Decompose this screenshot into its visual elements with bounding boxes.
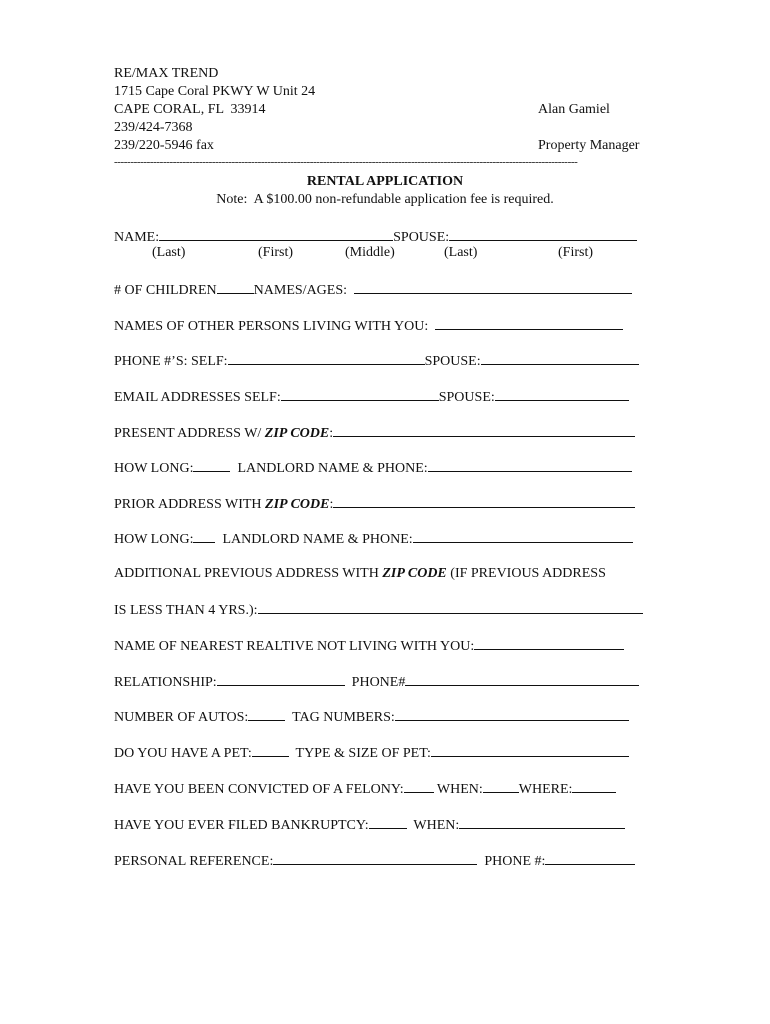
manager-title: Property Manager: [538, 138, 640, 153]
less-than-label: IS LESS THAN 4 YRS.):: [114, 603, 258, 618]
company-name: RE/MAX TREND: [114, 66, 219, 81]
spouse-sublabel-first: (First): [558, 245, 593, 260]
other-persons-row: [114, 316, 656, 336]
name-label: NAME:: [114, 230, 160, 245]
pet-type-field[interactable]: [431, 743, 629, 757]
present-address-row: [114, 423, 656, 443]
other-persons-field[interactable]: [435, 316, 623, 330]
email-self-field[interactable]: [281, 387, 439, 401]
name-sublabel-first: (First): [258, 245, 293, 260]
tag-label: TAG NUMBERS:: [285, 710, 395, 725]
additional-address-tail: (IF PREVIOUS ADDRESS: [446, 566, 606, 581]
children-count-field[interactable]: [217, 280, 254, 294]
present-address-label: PRESENT ADDRESS W/: [114, 426, 265, 441]
how-long2-row: [114, 529, 656, 549]
bankruptcy-field[interactable]: [369, 815, 407, 829]
fee-note: Note: A $100.00 non-refundable application fee is required.: [216, 192, 554, 207]
prior-zip-label: ZIP CODE: [265, 497, 330, 512]
email-spouse-field[interactable]: [495, 387, 629, 401]
bankruptcy-when-field[interactable]: [459, 815, 625, 829]
name-field[interactable]: [159, 227, 393, 241]
relationship-label: RELATIONSHIP:: [114, 675, 217, 690]
phone-spouse-field[interactable]: [481, 351, 639, 365]
children-label: # OF CHILDREN: [114, 283, 217, 298]
bankruptcy-row: [114, 815, 656, 835]
landlord2-label: LANDLORD NAME & PHONE:: [215, 532, 413, 547]
relationship-row: [114, 672, 656, 692]
pet-type-label: TYPE & SIZE OF PET:: [288, 746, 431, 761]
how-long-row: [114, 458, 656, 478]
pet-row: [114, 743, 656, 763]
relationship-phone-field[interactable]: [405, 672, 639, 686]
present-zip-label: ZIP CODE: [264, 426, 330, 441]
felony-field[interactable]: [404, 779, 434, 793]
spouse-sublabel-last: (Last): [444, 245, 478, 260]
company-city: CAPE CORAL, FL 33914: [114, 102, 266, 117]
additional-zip-label: ZIP CODE: [382, 566, 447, 581]
relationship-field[interactable]: [217, 672, 345, 686]
reference-phone-field[interactable]: [545, 851, 635, 865]
phone-row: [114, 351, 656, 371]
reference-field[interactable]: [273, 851, 477, 865]
autos-field[interactable]: [248, 707, 285, 721]
felony-where-label: WHERE:: [518, 782, 573, 797]
other-persons-label: NAMES OF OTHER PERSONS LIVING WITH YOU:: [114, 319, 436, 334]
prior-address-label: PRIOR ADDRESS WITH: [114, 497, 266, 512]
less-than-row: [114, 600, 656, 620]
additional-address-row: [114, 565, 656, 583]
phone-self-label: PHONE #’S: SELF:: [114, 354, 228, 369]
autos-label: NUMBER OF AUTOS:: [114, 710, 249, 725]
bankruptcy-label: HAVE YOU EVER FILED BANKRUPTCY:: [114, 818, 369, 833]
felony-label: HAVE YOU BEEN CONVICTED OF A FELONY:: [114, 782, 404, 797]
company-fax: 239/220-5946 fax: [114, 138, 214, 153]
felony-when-field[interactable]: [483, 779, 519, 793]
how-long2-field[interactable]: [193, 529, 215, 543]
manager-name: Alan Gamiel: [538, 102, 610, 117]
relative-row: [114, 636, 656, 656]
pet-label: DO YOU HAVE A PET:: [114, 746, 252, 761]
additional-address-field[interactable]: [258, 600, 643, 614]
how-long-field[interactable]: [193, 458, 230, 472]
how-long-label: HOW LONG:: [114, 461, 194, 476]
children-row: [114, 280, 656, 300]
bankruptcy-when-label: WHEN:: [406, 818, 460, 833]
reference-label: PERSONAL REFERENCE:: [114, 854, 274, 869]
spouse-name-field[interactable]: [449, 227, 637, 241]
felony-when-label: WHEN:: [433, 782, 483, 797]
name-sublabel-middle: (Middle): [345, 245, 395, 260]
name-sublabel-last: (Last): [152, 245, 186, 260]
prior-address-colon: :: [329, 497, 334, 512]
reference-row: [114, 851, 656, 871]
present-address-field[interactable]: [333, 423, 635, 437]
phone-spouse-label: SPOUSE:: [424, 354, 481, 369]
how-long2-label: HOW LONG:: [114, 532, 194, 547]
names-ages-field[interactable]: [354, 280, 632, 294]
names-ages-label: NAMES/AGES:: [253, 283, 355, 298]
email-spouse-label: SPOUSE:: [438, 390, 495, 405]
company-phone: 239/424-7368: [114, 120, 193, 135]
pet-field[interactable]: [252, 743, 289, 757]
header-divider: ----------------------------------------------------------------------------------------------------------------------------------------------: [114, 156, 578, 168]
phone-self-field[interactable]: [228, 351, 425, 365]
email-row: [114, 387, 656, 407]
relative-field[interactable]: [474, 636, 624, 650]
landlord2-field[interactable]: [413, 529, 633, 543]
relative-label: NAME OF NEAREST REALTIVE NOT LIVING WITH YOU:: [114, 639, 475, 654]
landlord-label: LANDLORD NAME & PHONE:: [230, 461, 428, 476]
relationship-phone-label: PHONE#: [344, 675, 406, 690]
additional-address-label: ADDITIONAL PREVIOUS ADDRESS WITH: [114, 566, 383, 581]
form-title: RENTAL APPLICATION: [306, 174, 464, 189]
prior-address-row: [114, 494, 656, 514]
email-self-label: EMAIL ADDRESSES SELF:: [114, 390, 281, 405]
felony-row: [114, 779, 656, 799]
spouse-label: SPOUSE:: [393, 230, 450, 245]
landlord-field[interactable]: [428, 458, 632, 472]
present-address-colon: :: [329, 426, 334, 441]
felony-where-field[interactable]: [572, 779, 616, 793]
company-street: 1715 Cape Coral PKWY W Unit 24: [114, 84, 316, 99]
prior-address-field[interactable]: [333, 494, 635, 508]
reference-phone-label: PHONE #:: [477, 854, 546, 869]
tag-field[interactable]: [395, 707, 629, 721]
autos-row: [114, 707, 656, 727]
